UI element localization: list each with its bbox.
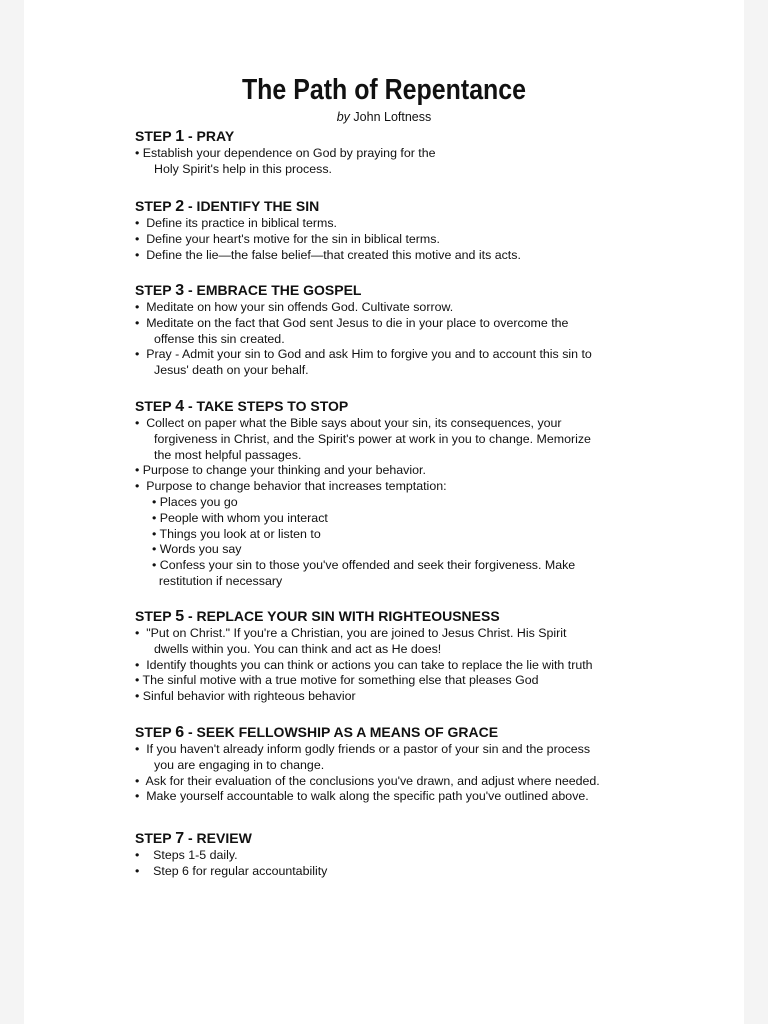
step-label: STEP bbox=[135, 398, 176, 414]
step-section-5 bbox=[135, 606, 655, 705]
step-line: • Define your heart's motive for the sin in biblical terms. bbox=[135, 231, 440, 246]
step-heading bbox=[135, 196, 655, 216]
step-title: - PRAY bbox=[184, 128, 235, 144]
step-line: • Things you look at or listen to bbox=[152, 526, 321, 541]
step-line: • Words you say bbox=[152, 542, 242, 557]
step-line: dwells within you. You can think and act as He does! bbox=[154, 641, 442, 656]
step-line: • Establish your dependence on God by praying for the bbox=[135, 146, 436, 160]
step-line: • Meditate on how your sin offends God. Cultivate sorrow. bbox=[135, 300, 454, 314]
step-line: forgiveness in Christ, and the Spirit's power at work in you to change. Memorize bbox=[154, 431, 591, 446]
step-heading bbox=[135, 606, 655, 626]
step-label: STEP bbox=[135, 830, 176, 846]
step-line: Jesus' death on your behalf. bbox=[154, 363, 309, 378]
step-number: 7 bbox=[175, 830, 185, 847]
step-title: - IDENTIFY THE SIN bbox=[184, 198, 320, 214]
step-line: • Make yourself accountable to walk along the specific path you've outlined above. bbox=[135, 789, 589, 804]
step-line: • Places you go bbox=[152, 494, 238, 509]
step-line: offense this sin created. bbox=[154, 331, 285, 346]
step-line: • Purpose to change your thinking and your behavior. bbox=[135, 463, 426, 478]
step-line: • People with whom you interact bbox=[152, 510, 328, 525]
step-section-2 bbox=[135, 196, 655, 263]
step-line: • Collect on paper what the Bible says about your sin, its consequences, your bbox=[135, 416, 562, 430]
step-line: Holy Spirit's help in this process. bbox=[154, 161, 332, 176]
byline-prefix: by bbox=[336, 110, 350, 124]
step-heading bbox=[135, 828, 655, 848]
step-label: STEP bbox=[135, 198, 176, 214]
step-line: • Define its practice in biblical terms. bbox=[135, 216, 337, 230]
step-title: - SEEK FELLOWSHIP AS A MEANS OF GRACE bbox=[184, 724, 499, 740]
step-number: 2 bbox=[175, 198, 185, 215]
step-label: STEP bbox=[135, 282, 176, 298]
step-section-6 bbox=[135, 722, 655, 805]
step-number: 4 bbox=[175, 398, 185, 415]
step-number: 3 bbox=[175, 282, 185, 299]
step-section-4 bbox=[135, 396, 655, 590]
step-heading bbox=[135, 722, 655, 742]
step-label: STEP bbox=[135, 724, 176, 740]
step-line: • "Put on Christ." If you're a Christian, you are joined to Jesus Christ. His Spirit bbox=[135, 626, 567, 640]
step-line: • Confess your sin to those you've offended and seek their forgiveness. Make bbox=[152, 558, 576, 573]
step-heading bbox=[135, 280, 655, 300]
step-heading bbox=[135, 396, 655, 416]
step-line: • Sinful behavior with righteous behavior bbox=[135, 689, 356, 704]
byline bbox=[0, 110, 768, 124]
step-label: STEP bbox=[135, 608, 176, 624]
step-line: • Ask for their evaluation of the conclusions you've drawn, and adjust where needed. bbox=[135, 773, 600, 788]
step-section-1 bbox=[135, 126, 655, 178]
step-line: • Steps 1-5 daily. bbox=[135, 848, 238, 862]
document-title: The Path of Repentance bbox=[241, 74, 527, 106]
step-title: - TAKE STEPS TO STOP bbox=[184, 398, 349, 414]
step-line: you are engaging in to change. bbox=[154, 757, 325, 772]
step-line: • Identify thoughts you can think or actions you can take to replace the lie with truth bbox=[135, 657, 593, 672]
step-title: - REPLACE YOUR SIN WITH RIGHTEOUSNESS bbox=[184, 608, 500, 624]
step-line: • Pray - Admit your sin to God and ask Him to forgive you and to account this sin to bbox=[135, 347, 592, 362]
step-number: 5 bbox=[175, 608, 185, 625]
step-label: STEP bbox=[135, 128, 176, 144]
step-title: - REVIEW bbox=[184, 830, 252, 846]
step-number: 1 bbox=[175, 128, 185, 145]
step-title: - EMBRACE THE GOSPEL bbox=[184, 282, 362, 298]
step-heading bbox=[135, 126, 655, 146]
step-line: restitution if necessary bbox=[152, 573, 283, 588]
step-line: • Purpose to change behavior that increases temptation: bbox=[135, 479, 447, 494]
step-number: 6 bbox=[175, 724, 185, 741]
step-line: • If you haven't already inform godly friends or a pastor of your sin and the process bbox=[135, 742, 591, 756]
step-line: the most helpful passages. bbox=[154, 447, 302, 462]
step-section-7 bbox=[135, 828, 655, 880]
author-name: John Loftness bbox=[353, 110, 432, 124]
step-line: • Meditate on the fact that God sent Jesus to die in your place to overcome the bbox=[135, 315, 569, 330]
step-line: • Define the lie—the false belief—that created this motive and its acts. bbox=[135, 247, 521, 262]
step-line: • Step 6 for regular accountability bbox=[135, 863, 328, 878]
step-line: • The sinful motive with a true motive for something else that pleases God bbox=[135, 673, 539, 688]
step-section-3 bbox=[135, 280, 655, 379]
